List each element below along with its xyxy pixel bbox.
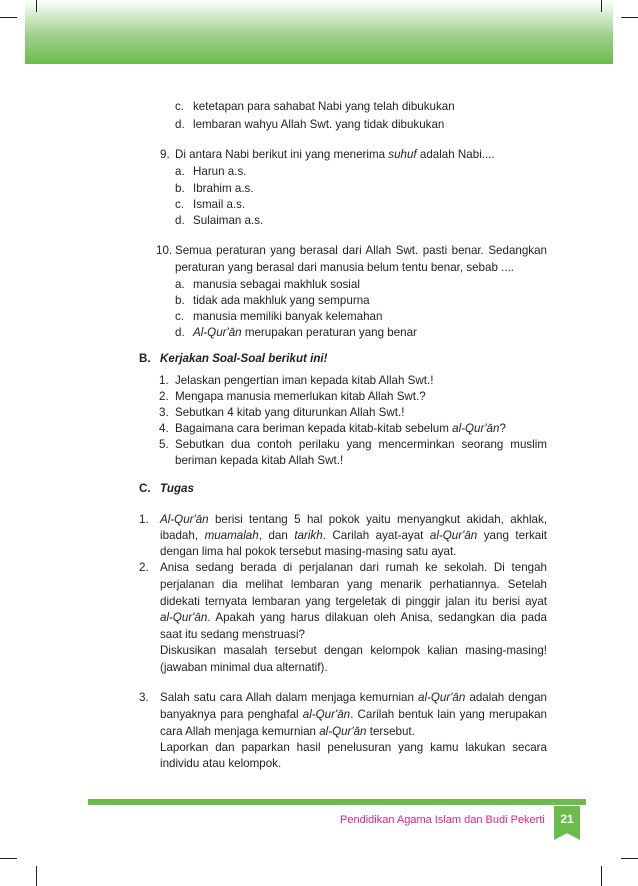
question-text: peraturan yang berasal dari manusia belum tentu benar, sebab .... (175, 261, 515, 274)
option-mark: c. (175, 310, 185, 323)
task-text: Laporkan dan paparkan hasil penelusuran yang kamu lakukan secara (160, 741, 547, 754)
option-mark: d. (175, 214, 185, 227)
footer-bar (88, 799, 586, 805)
task-number: 2. (139, 561, 149, 574)
item-number: 1. (159, 374, 169, 387)
section-title: Tugas (160, 482, 194, 495)
item-text: Bagaimana cara beriman kepada kitab-kitab sebelum al-Qur'ān? (175, 422, 506, 435)
option-mark: c. (175, 198, 185, 211)
question-number: 10. (156, 244, 173, 257)
task-text: perjalanan dia melihat lembaran yang menarik perhatiannya. Setelah (160, 578, 547, 591)
task-text: dengan lima hal pokok tersebut masing-masing satu ayat. (160, 545, 457, 558)
item-number: 2. (159, 390, 169, 403)
task-text: Al-Qur'ān berisi tentang 5 hal pokok yaitu menyangkut akidah, akhlak, (160, 513, 547, 526)
question-text: Di antara Nabi berikut ini yang menerima suhuf adalah Nabi.... (175, 148, 495, 161)
task-text: Diskusikan masalah tersebut dengan kelompok kalian masing-masing! (160, 644, 547, 657)
task-text: cara Allah menjaga kemurnian al-Qur'ān tersebut. (160, 725, 415, 738)
option-mark: d. (175, 118, 185, 131)
option-mark: c. (175, 100, 185, 113)
section-title: Kerjakan Soal-Soal berikut ini! (160, 352, 328, 365)
task-text: al-Qur'ān. Apakah yang harus dilakuan oleh Anisa, sedangkan dia pada (160, 611, 547, 624)
task-text: saat itu sedang menstruasi? (160, 628, 306, 641)
page-number: 21 (560, 812, 574, 826)
task-text: individu atau kelompok. (160, 757, 282, 770)
option-mark: a. (175, 165, 185, 178)
option-text: Sulaiman a.s. (193, 214, 264, 227)
task-text: (jawaban minimal dua alternatif). (160, 661, 328, 674)
option-mark: b. (175, 294, 185, 307)
task-number: 3. (139, 691, 149, 704)
item-number: 5. (159, 438, 169, 451)
section-mark: B. (139, 352, 151, 365)
option-text: manusia sebagai makhluk sosial (193, 278, 360, 291)
section-mark: C. (139, 482, 151, 495)
option-mark: d. (175, 326, 185, 339)
task-number: 1. (139, 513, 149, 526)
item-text: beriman kepada kitab Allah Swt.! (175, 454, 344, 467)
question-number: 9. (160, 148, 170, 161)
item-text: Jelaskan pengertian iman kepada kitab Allah Swt.! (175, 374, 434, 387)
option-text: manusia memiliki banyak kelemahan (193, 310, 383, 323)
option-text: ketetapan para sahabat Nabi yang telah dibukukan (193, 100, 455, 113)
question-text: Semua peraturan yang berasal dari Allah Swt. pasti benar. Sedangkan (175, 244, 547, 257)
option-text: Al-Qur'ān merupakan peraturan yang benar (193, 326, 417, 339)
option-mark: b. (175, 182, 185, 195)
option-mark: a. (175, 278, 185, 291)
option-text: Harun a.s. (193, 165, 247, 178)
item-number: 4. (159, 422, 169, 435)
book-title: Pendidikan Agama Islam dan Budi Pekerti (340, 814, 545, 826)
item-text: Sebutkan dua contoh perilaku yang mencerminkan seorang muslim (175, 438, 547, 451)
item-number: 3. (159, 406, 169, 419)
option-text: Ibrahim a.s. (193, 182, 254, 195)
task-text: Anisa sedang berada di perjalanan dari rumah ke sekolah. Di tengah (160, 561, 547, 574)
item-text: Sebutkan 4 kitab yang diturunkan Allah Swt.! (175, 406, 405, 419)
task-text: Salah satu cara Allah dalam menjaga kemurnian al-Qur'ān adalah dengan (160, 691, 547, 704)
task-text: ibadah, muamalah, dan tarikh. Carilah ayat-ayat al-Qur'ān yang terkait (160, 529, 547, 542)
option-text: lembaran wahyu Allah Swt. yang tidak dibukukan (193, 118, 445, 131)
item-text: Mengapa manusia memerlukan kitab Allah Swt.? (175, 390, 426, 403)
option-text: Ismail a.s. (193, 198, 246, 211)
option-text: tidak ada makhluk yang sempurna (193, 294, 370, 307)
task-text: didekati ternyata lembaran yang tergeletak di pinggir jalan itu berisi ayat (160, 595, 547, 608)
task-text: banyaknya para penghafal al-Qur'ān. Carilah bentuk lain yang merupakan (160, 708, 547, 721)
